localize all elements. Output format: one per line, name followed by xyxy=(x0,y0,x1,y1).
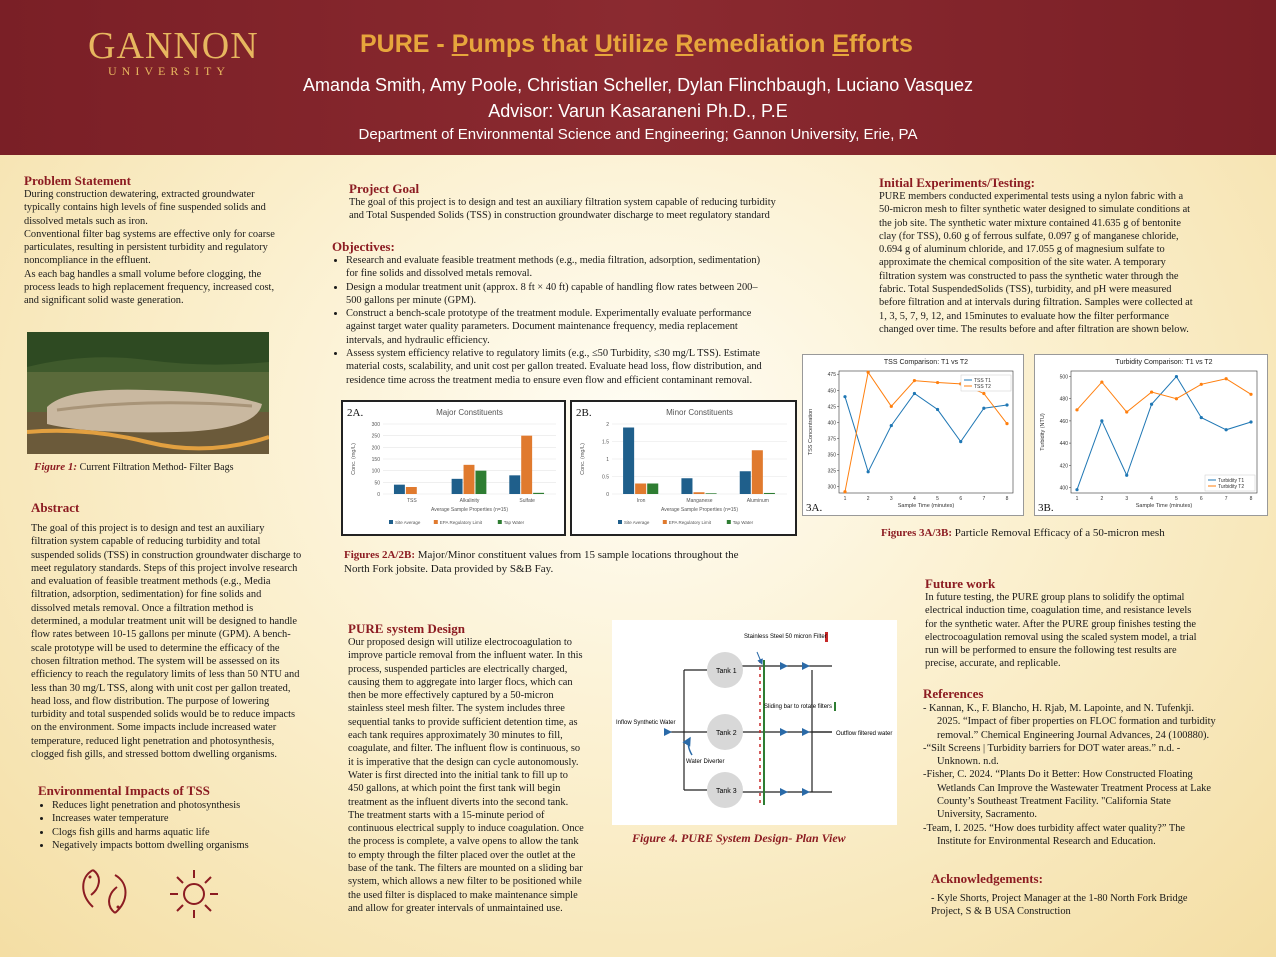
text-line: the job site. The synthetic water mixture contained 41.635 g of bentonite xyxy=(879,217,1181,229)
y-axis-label: TSS Concentration xyxy=(808,408,814,456)
x-tick-label: 1 xyxy=(843,496,847,502)
chart-3b-svg xyxy=(1035,355,1267,515)
data-point xyxy=(1200,383,1203,386)
bar xyxy=(764,493,775,494)
data-point xyxy=(1225,377,1228,380)
text-line: coagulate, and filter. The influent flow is continuous, so xyxy=(348,743,581,755)
data-point xyxy=(982,392,985,395)
text-line: stainless steel mesh filter. The system includes three xyxy=(348,703,565,715)
title-word-rest: umps that xyxy=(468,30,595,58)
bar xyxy=(681,478,692,494)
text-line: During construction dewatering, extracted groundwater xyxy=(24,189,255,200)
data-point xyxy=(843,490,846,493)
text-line: fabric. Total SuspendedSolids (TSS), turbidity, and pH were measured xyxy=(879,284,1172,296)
legend-label: EPA Regulatory Limit xyxy=(439,520,482,525)
data-point xyxy=(1075,488,1078,491)
future-work-text xyxy=(925,591,1245,671)
text-line: Water is first directed into the initial tank to fill up to xyxy=(348,769,568,781)
bar xyxy=(464,465,475,494)
objectives-list xyxy=(332,254,816,387)
data-point xyxy=(1225,428,1228,431)
y-tick-label: 300 xyxy=(371,422,380,428)
data-point xyxy=(913,379,916,382)
text-line: the process is complete, a valve opens to allow the tank xyxy=(348,836,579,848)
list-item: • Assess system efficiency relative to regulatory limits (e.g., ≤50 Turbidity, ≤30 mg/L TSS). Estimate material costs, scalability, and unit cost per gallon treated. Evaluate head loss, flow distribution, and residence time across the treatment media to ensure even flow and efficient contaminant removal. xyxy=(346,347,816,387)
text-line: it is imperative that the design can cycle autonomously. xyxy=(348,756,579,768)
sun-icon xyxy=(168,868,220,920)
text-line: treatment as the influent diverts into the second tank. xyxy=(348,796,569,808)
text-line: continuous electrical supply to induce coagulation. Once xyxy=(348,823,584,835)
text-line: approximate the chemical composition of the site water. A temporary xyxy=(879,257,1166,269)
legend-swatch xyxy=(389,520,393,524)
problem-heading: Problem Statement xyxy=(24,173,131,188)
department: Department of Environmental Science and Engineering; Gannon University, Erie, PA xyxy=(358,126,918,143)
text-line: Project, S & B USA Construction xyxy=(931,906,1071,918)
title-prefix: PURE - xyxy=(360,30,452,58)
reference-item: - Kannan, K., F. Blancho, H. Rjab, M. Lapointe, and N. Tufenkji. 2025. “Impact of fiber properties on FLOC formation and turbidity removal.” Chemical Engineering Journal Advances, 24 (100880). xyxy=(923,703,1216,741)
bar xyxy=(406,487,417,494)
pure-design-text xyxy=(348,636,608,915)
title-word-rest: fforts xyxy=(849,30,913,58)
bar xyxy=(647,484,658,495)
initial-experiments-text xyxy=(879,190,1229,336)
list-item: • Design a modular treatment unit (approx. 8 ft × 40 ft) capable of handling flow rates between 200– 500 gallons per minute (GPM). xyxy=(346,281,816,308)
title-word-rest: emediation xyxy=(693,30,833,58)
chart-title: TSS Comparison: T1 vs T2 xyxy=(883,359,969,366)
text-line: temperature, reduced light penetration and photosynthesis, xyxy=(31,735,275,747)
legend-swatch xyxy=(434,520,438,524)
text-line: electrocoagulation removal using the scaled system model, a trial xyxy=(925,631,1197,643)
y-axis-label: Conc. (mg/L) xyxy=(580,443,586,475)
list-item: • Research and evaluate feasible treatment methods (e.g., media filtration, adsorption, sedimentation) for fine solids and dissolved metals removal. xyxy=(346,254,816,281)
filter-bag-photo xyxy=(27,332,269,454)
y-tick-label: 1.5 xyxy=(602,439,609,446)
data-point xyxy=(1200,416,1203,419)
text-line: suspended solids (TSS) in construction groundwater discharge to xyxy=(31,549,302,561)
text-line: to empty through the filter placed over the outlet at the xyxy=(348,849,576,861)
y-tick-label: 0 xyxy=(377,492,380,498)
poster-title xyxy=(360,30,913,59)
text-line: filtration, adsorption, sedimentation) for fine solids and xyxy=(31,589,262,601)
legend-label: Tap Water xyxy=(503,520,525,525)
x-tick-label: 8 xyxy=(1249,496,1253,502)
list-item: • Construct a bench-scale prototype of the treatment module. Experimentally evaluate performance against target water quality parameters. Document maintenance frequency, media replacement intervals, and hydraulic efficiency. xyxy=(346,307,816,347)
y-tick-label: 150 xyxy=(371,457,380,463)
initial-experiments-heading: Initial Experiments/Testing: xyxy=(879,175,1035,190)
y-tick-label: 375 xyxy=(827,436,836,443)
panel-label: 2B. xyxy=(576,407,592,419)
bar xyxy=(394,485,405,494)
y-tick-label: 350 xyxy=(827,452,836,459)
y-axis-label: Conc. (mg/L) xyxy=(351,443,357,475)
y-axis-label: Turbidity (NTU) xyxy=(1040,413,1046,451)
fig4-tank2-label: Tank 2 xyxy=(716,730,737,737)
text-line: As each bag handles a small volume before clogging, the xyxy=(24,268,262,280)
x-tick-label: 4 xyxy=(1150,496,1153,502)
legend-label: TSS T2 xyxy=(974,384,991,390)
y-tick-label: 480 xyxy=(1059,396,1068,403)
text-line: - Kyle Shorts, Project Manager at the 1-80 North Fork Bridge xyxy=(931,893,1188,904)
text-line: The treatment starts with a 15-minute period of xyxy=(348,809,545,821)
legend-swatch xyxy=(727,520,731,524)
legend-label: Turbidity T2 xyxy=(1218,484,1245,490)
data-point xyxy=(982,407,985,410)
fig4-filter-label: Stainless Steel 50 micron Filter xyxy=(744,634,827,640)
data-point xyxy=(867,470,870,473)
figure-3b-chart xyxy=(1034,354,1268,516)
text-line: In future testing, the PURE group plans to solidify the optimal xyxy=(925,592,1185,603)
text-line: before filtration and at intervals during filtration. Samples were collected at xyxy=(879,297,1193,309)
problem-text xyxy=(24,188,329,308)
figure1-caption: Figure 1: Current Filtration Method- Filter Bags xyxy=(34,461,234,473)
text-line: and significant solid waste generation. xyxy=(24,295,184,307)
fig4-outflow-label: Outflow filtered water xyxy=(836,731,893,737)
text-line: for the synthetic water. After the PURE group finishes testing the xyxy=(925,618,1196,630)
x-tick-label: Iron xyxy=(636,498,646,504)
figure-2a-chart xyxy=(341,400,566,536)
data-point xyxy=(936,408,939,411)
text-line: on the environment. Some impacts include increased water xyxy=(31,722,277,734)
y-tick-label: 475 xyxy=(827,372,836,379)
text-line: system, which allows a new filter to be positioned while xyxy=(348,876,582,888)
x-tick-label: 8 xyxy=(1005,496,1009,502)
text-line: electrical induction time, coagulation time, and resistance levels xyxy=(925,605,1192,617)
text-line: improve particle removal from the influent water. In this xyxy=(348,650,583,662)
figure2-caption: Figures 2A/2B: Major/Minor constituent values from 15 sample locations throughout the North Fork jobsite. Data provided by S&B Fay. xyxy=(344,549,739,575)
bar xyxy=(475,471,486,494)
env-impacts-list xyxy=(38,799,342,852)
text-line: head loss, and flow distribution. The purpose of lowering xyxy=(31,695,270,707)
text-line: Our proposed design will utilize electrocoagulation to xyxy=(348,637,572,648)
legend-swatch xyxy=(498,520,502,524)
figure-4-diagram xyxy=(612,620,897,825)
fig4-slider-label: Sliding bar to rotate filters xyxy=(764,704,833,710)
bar xyxy=(521,436,532,494)
text-line: process leads to high replacement frequency, increased cost, xyxy=(24,282,275,294)
fig4-inflow-label: Inflow Synthetic Water xyxy=(616,720,676,726)
fish-icon xyxy=(75,865,135,917)
series-line xyxy=(845,393,1007,471)
chart-title: Major Constituents xyxy=(436,408,503,417)
data-point xyxy=(1005,403,1008,406)
filter-bag-photo-graphic xyxy=(27,332,269,454)
text-line: causing them to aggregate into larger flocs, which can xyxy=(348,676,573,688)
y-tick-label: 420 xyxy=(1059,463,1068,470)
figure-4-svg xyxy=(612,620,897,825)
data-point xyxy=(913,392,916,395)
list-item: • Reduces light penetration and photosynthesis xyxy=(52,799,342,812)
data-point xyxy=(1249,420,1252,423)
x-tick-label: 7 xyxy=(1224,496,1228,502)
reference-item: -Fisher, C. 2024. “Plants Do it Better: How Constructed Floating Wetlands Can Improve the Wastewater Treatment Process at Lake County’s Southeast Treatment Facility. "California State University, Sacramento. xyxy=(923,769,1211,821)
x-tick-label: 5 xyxy=(936,496,939,502)
title-acronym-letter: E xyxy=(832,30,850,58)
data-point xyxy=(843,395,846,398)
text-line: scale prototype will be used to determine the efficacy of the xyxy=(31,642,280,654)
figure-2b-chart xyxy=(570,400,797,536)
text-line: and Total Suspended Solids (TSS) in construction groundwater discharge to meet regulatory standard xyxy=(349,210,770,222)
y-tick-label: 325 xyxy=(827,468,836,475)
data-point xyxy=(1075,408,1078,411)
text-line: meet regulatory standards. Steps of this project involve research xyxy=(31,562,298,574)
x-tick-label: TSS xyxy=(406,498,417,504)
data-point xyxy=(1150,403,1153,406)
legend-swatch xyxy=(618,520,622,524)
text-line: sequential tanks to provide sufficient detention time, as xyxy=(348,716,578,728)
text-line: turbidity and total suspended solids would be to reduce impacts xyxy=(31,709,296,721)
text-line: the used filter is displaced to make maintenance simple xyxy=(348,889,578,901)
x-tick-label: 2 xyxy=(866,496,870,502)
figure4-caption: Figure 4. PURE System Design- Plan View xyxy=(632,831,846,845)
x-tick-label: 3 xyxy=(889,496,893,502)
x-tick-label: 2 xyxy=(1100,496,1104,502)
text-line: each tank requires approximately 30 minutes to fill, xyxy=(348,730,563,742)
x-axis-label: Average Sample Properties (n=15) xyxy=(660,507,739,513)
poster-header xyxy=(0,0,1276,155)
x-tick-label: 5 xyxy=(1175,496,1178,502)
x-tick-label: 6 xyxy=(1199,496,1203,502)
y-tick-label: 50 xyxy=(374,480,380,487)
text-line: PURE members conducted experimental tests using a nylon fabric with a xyxy=(879,191,1184,202)
panel-label: 3B. xyxy=(1038,502,1054,514)
future-work-heading: Future work xyxy=(925,576,996,591)
y-tick-label: 0.5 xyxy=(602,474,609,481)
list-item: • Negatively impacts bottom dwelling organisms xyxy=(52,839,342,852)
text-line: run will be performed to ensure the following test results are xyxy=(925,645,1177,657)
university-logo: GANNON xyxy=(88,25,259,67)
pure-design-heading: PURE system Design xyxy=(348,621,465,636)
title-acronym-letter: U xyxy=(594,30,613,58)
text-line: 0.694 g of aluminum chloride, and 17.055 g of magnesium sulfate to xyxy=(879,244,1165,256)
text-line: flow rates between 10-15 gallons per minute (GPM). A bench- xyxy=(31,629,291,641)
chart-3a-svg xyxy=(803,355,1023,515)
panel-label: 3A. xyxy=(806,502,823,514)
x-axis-label: Average Sample Properties (n=15) xyxy=(430,507,509,513)
bar xyxy=(509,475,520,494)
x-tick-label: Aluminum xyxy=(746,498,769,504)
legend-label: Site Average xyxy=(395,520,421,525)
y-tick-label: 400 xyxy=(827,420,836,427)
data-point xyxy=(1175,375,1178,378)
acknowledgements-heading: Acknowledgements: xyxy=(931,871,1043,886)
y-tick-label: 0 xyxy=(606,492,609,498)
text-line: process, suspended particles are electrically charged, xyxy=(348,663,568,675)
text-line: The goal of this project is to design and test an auxiliary filtration system capable of reducing turbidity xyxy=(349,197,776,208)
legend-swatch xyxy=(663,520,667,524)
text-line: 50-micron mesh to filter synthetic water designed to simulate conditions at xyxy=(879,204,1191,216)
data-point xyxy=(1100,380,1103,383)
text-line: 450 gallons, at which point the first tank will begin xyxy=(348,783,561,795)
list-item: • Increases water temperature xyxy=(52,812,342,825)
fig4-tank1-label: Tank 1 xyxy=(716,668,737,675)
figure-3a-chart xyxy=(802,354,1024,516)
data-point xyxy=(890,405,893,408)
text-line: filtration system was constructed to pass the synthetic water through the xyxy=(879,270,1179,282)
text-line: and evaluation of feasible treatment methods (e.g., Media xyxy=(31,576,271,588)
text-line: dissolved metals removal. Once a filtration method is xyxy=(31,602,254,614)
x-tick-label: 4 xyxy=(913,496,916,502)
data-point xyxy=(1249,393,1252,396)
text-line: then be more effectively captured by a 50-micron xyxy=(348,690,554,702)
acknowledgements-text xyxy=(931,892,1251,919)
text-line: precise, accurate, and replicable. xyxy=(925,658,1061,670)
text-line: clay (for TSS), 0.60 g of ferrous sulfate, 0.097 g of manganese chloride, xyxy=(879,230,1179,242)
x-axis-label: Sample Time (minutes) xyxy=(897,503,955,509)
legend-label: Tap Water xyxy=(732,520,754,525)
text-line: filtration system capable of reducing turbidity and total xyxy=(31,536,261,548)
legend-label: Site Average xyxy=(624,520,650,525)
bar xyxy=(533,493,544,494)
title-acronym-letter: R xyxy=(675,30,694,58)
data-point xyxy=(1150,390,1153,393)
bar xyxy=(752,450,763,494)
y-tick-label: 500 xyxy=(1059,374,1068,381)
figure3-caption: Figures 3A/3B: Particle Removal Efficacy of a 50-micron mesh xyxy=(881,527,1165,539)
text-line: less than 30 mg/L TSS, along with unit cost per gallon treated, xyxy=(31,682,291,694)
title-acronym-letter: P xyxy=(451,30,469,58)
y-tick-label: 400 xyxy=(1059,485,1068,492)
fig4-tank3-label: Tank 3 xyxy=(716,788,737,795)
x-tick-label: Alkalinity xyxy=(459,498,480,504)
y-tick-label: 460 xyxy=(1059,418,1068,425)
x-tick-label: 6 xyxy=(959,496,963,502)
reference-item: -Team, I. 2025. “How does turbidity affect water quality?” The Institute for Environmental Research and Education. xyxy=(923,822,1186,847)
y-tick-label: 440 xyxy=(1059,441,1068,448)
list-item: • Clogs fish gills and harms aquatic life xyxy=(52,826,342,839)
text-line: typically contains high levels of fine suspended solids and xyxy=(24,202,266,214)
text-line: base of the tank. The filters are mounted on a sliding bar xyxy=(348,863,583,875)
panel-label: 2A. xyxy=(347,407,364,419)
bar xyxy=(452,479,463,494)
bar xyxy=(740,471,751,494)
text-line: Conventional filter bag systems are effective only for coarse xyxy=(24,228,275,240)
x-tick-label: Manganese xyxy=(686,498,713,504)
fig4-diverter-label: Water Diverter xyxy=(686,759,725,765)
project-goal-heading: Project Goal xyxy=(349,181,420,196)
project-goal-text xyxy=(349,196,819,223)
advisor: Advisor: Varun Kasaraneni Ph.D., P.E xyxy=(488,101,788,121)
legend-label: EPA Regulatory Limit xyxy=(668,520,711,525)
chart-2a-svg xyxy=(343,402,564,534)
data-point xyxy=(890,424,893,427)
bar xyxy=(635,484,646,495)
authors: Amanda Smith, Amy Poole, Christian Scheller, Dylan Flinchbaugh, Luciano Vasquez xyxy=(302,75,974,95)
reference-item: -“Silt Screens | Turbidity barriers for DOT water areas.” n.d. - Unknown. n.d. xyxy=(923,742,1181,768)
y-tick-label: 100 xyxy=(371,468,380,475)
abstract-heading: Abstract xyxy=(31,500,80,515)
x-tick-label: 1 xyxy=(1075,496,1079,502)
x-tick-label: 3 xyxy=(1125,496,1129,502)
y-tick-label: 200 xyxy=(371,445,380,452)
x-tick-label: Sulfate xyxy=(519,498,535,504)
title-word-rest: tilize xyxy=(612,30,676,58)
data-point xyxy=(959,440,962,443)
text-line: particulates, resulting in persistent turbidity and regulatory xyxy=(24,242,268,254)
data-point xyxy=(1125,410,1128,413)
data-point xyxy=(1100,419,1103,422)
text-line: The goal of this project is to design and test an auxiliary xyxy=(31,523,265,534)
text-line: and allow for greater intervals of unmaintained use. xyxy=(348,902,563,914)
title-acronym-words xyxy=(452,30,913,58)
x-tick-label: 7 xyxy=(982,496,986,502)
chart-2b-svg xyxy=(572,402,795,534)
series-line xyxy=(1077,379,1251,412)
text-line: dissolved metals such as iron. xyxy=(24,215,148,227)
y-tick-label: 300 xyxy=(827,484,836,491)
legend-label: TSS T1 xyxy=(974,378,991,384)
text-line: 1, 3, 5, 7, 9, 12, and 15minutes to evaluate how the filter performance xyxy=(879,310,1169,322)
bar xyxy=(623,428,634,495)
chart-title: Minor Constituents xyxy=(666,408,733,417)
bar xyxy=(693,492,704,494)
bar xyxy=(706,493,717,494)
y-tick-label: 1 xyxy=(606,457,609,463)
plot-frame xyxy=(1071,371,1257,493)
abstract-text xyxy=(31,522,331,761)
text-line: clogged fish gills, and stressed bottom dwelling organisms. xyxy=(31,749,277,761)
references-heading: References xyxy=(923,686,984,701)
chart-title: Turbidity Comparison: T1 vs T2 xyxy=(1115,359,1213,366)
text-line: efficiency to reach the regulatory limits of less than 50 NTU and xyxy=(31,669,300,681)
y-tick-label: 250 xyxy=(371,433,380,440)
y-tick-label: 450 xyxy=(827,388,836,395)
objectives-heading: Objectives: xyxy=(332,239,395,254)
legend-label: Turbidity T1 xyxy=(1218,478,1245,484)
y-tick-label: 425 xyxy=(827,404,836,411)
text-line: determined, a modular treatment unit will be designed to handle xyxy=(31,616,298,628)
data-point xyxy=(936,381,939,384)
x-axis-label: Sample Time (minutes) xyxy=(1135,503,1193,509)
data-point xyxy=(867,371,870,374)
env-impacts-heading: Environmental Impacts of TSS xyxy=(38,783,210,798)
references-list xyxy=(923,702,1253,848)
series-line xyxy=(1077,377,1251,490)
text-line: noncompliance in the effluent. xyxy=(24,255,151,267)
university-logo-subtitle: UNIVERSITY xyxy=(108,64,230,78)
text-line: chosen filtration method. The system will be assessed on its xyxy=(31,655,280,667)
y-tick-label: 2 xyxy=(606,422,609,428)
text-line: changed over time. The results before and after filtration are shown below. xyxy=(879,323,1189,335)
data-point xyxy=(1125,474,1128,477)
data-point xyxy=(1005,422,1008,425)
data-point xyxy=(1175,397,1178,400)
